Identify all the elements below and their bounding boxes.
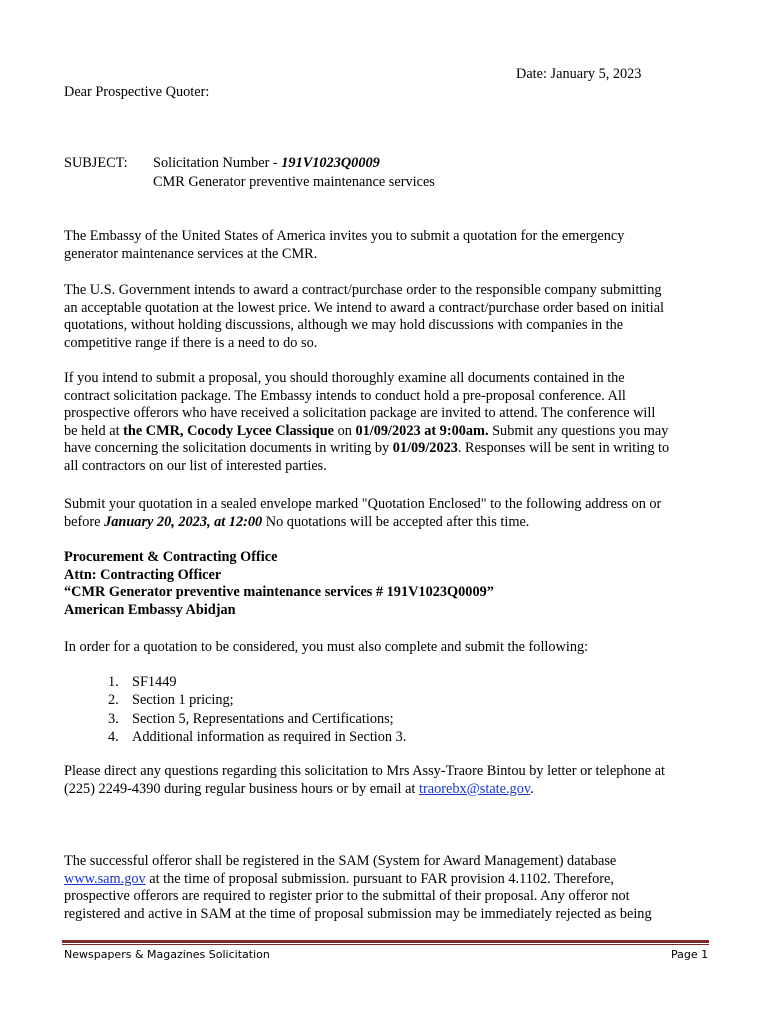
text-line: prospective offerors are required to register prior to the submittal of their proposal. Any offeror not	[64, 888, 630, 905]
footer-rule-thick	[62, 940, 709, 943]
paragraph-award-intent	[64, 282, 714, 352]
page-number: Page 1	[671, 948, 709, 961]
text-fragment: at the time of proposal submission. pursuant to FAR provision 4.1102. Therefore,	[145, 870, 614, 887]
text-line	[64, 781, 714, 799]
text-line: Please direct any questions regarding this solicitation to Mrs Assy-Traore Bintou by letter or telephone at	[64, 763, 666, 779]
address-block	[64, 549, 714, 619]
text-line: The U.S. Government intends to award a contract/purchase order to the responsible company submitting	[64, 282, 662, 298]
text-line: an acceptable quotation at the lowest price. We intend to award a contract/purchase order based on initial	[64, 299, 665, 316]
solicitation-number: 191V1023Q0009	[281, 155, 380, 171]
list-text: Section 1 pricing;	[132, 692, 234, 709]
text-line: registered and active in SAM at the time of proposal submission may be immediately rejected as being	[64, 905, 652, 922]
address-line: Attn: Contracting Officer	[64, 566, 222, 583]
submission-deadline: January 20, 2023, at 12:00	[104, 513, 263, 530]
questions-deadline: 01/09/2023	[392, 440, 458, 457]
conference-datetime: 01/09/2023 at 9:00am.	[355, 422, 489, 439]
text-fragment: . Responses will be sent in writing to	[457, 440, 670, 457]
text-line: Submit your quotation in a sealed envelope marked "Quotation Enclosed" to the following address on or	[64, 496, 662, 512]
text-line	[64, 423, 714, 441]
paragraph-contact	[64, 763, 714, 798]
footer-rule-thin	[62, 944, 709, 945]
sam-website-link[interactable]: www.sam.gov	[64, 870, 146, 887]
text-fragment: on	[334, 422, 356, 439]
list-number: 4.	[108, 729, 119, 746]
list-item	[108, 710, 406, 728]
conference-location: the CMR, Cocody Lycee Classique	[123, 422, 335, 439]
text-fragment: before	[64, 513, 105, 530]
solicitation-line	[153, 155, 380, 173]
subject-label: SUBJECT:	[64, 155, 128, 171]
list-item	[108, 691, 406, 709]
text-fragment: Submit any questions you may	[488, 422, 669, 439]
list-number: 3.	[108, 710, 119, 727]
list-text: SF1449	[132, 674, 177, 690]
text-line: The successful offeror shall be registered in the SAM (System for Award Management) database	[64, 853, 617, 869]
text-line	[64, 440, 714, 458]
text-line	[64, 514, 714, 532]
text-line: contract solicitation package. The Embassy intends to conduct hold a pre-proposal conference. All	[64, 387, 626, 404]
text-line: The Embassy of the United States of America invites you to submit a quotation for the emergency	[64, 228, 625, 244]
text-line: generator maintenance services at the CMR.	[64, 245, 318, 262]
text-line: quotations, without holding discussions, although we may hold discussions with companies in the	[64, 317, 624, 334]
list-number: 1.	[108, 674, 119, 690]
list-item	[108, 728, 406, 746]
text-line: If you intend to submit a proposal, you should thoroughly examine all documents contained in the	[64, 370, 625, 386]
text-line: competitive range if there is a need to do so.	[64, 334, 318, 351]
text-fragment: No quotations will be accepted after this time.	[262, 513, 530, 530]
list-item	[108, 673, 406, 691]
text-fragment: (225) 2249-4390 during regular business hours or by email at	[64, 780, 419, 797]
requirements-list	[108, 673, 406, 747]
list-text: Section 5, Representations and Certifications;	[132, 710, 394, 727]
date-line: Date: January 5, 2023	[516, 66, 642, 82]
address-line: Procurement & Contracting Office	[64, 549, 278, 565]
paragraph-conference	[64, 370, 714, 476]
text-line	[64, 871, 714, 889]
text-fragment: have concerning the solicitation documents in writing by	[64, 440, 393, 457]
text-fragment: .	[530, 780, 534, 797]
paragraph-invitation	[64, 228, 714, 263]
paragraph-sam-registration	[64, 853, 714, 923]
solicitation-prefix: Solicitation Number -	[153, 155, 282, 171]
text-line: all contractors on our list of interested parties.	[64, 457, 327, 474]
text-fragment: be held at	[64, 422, 124, 439]
list-number: 2.	[108, 692, 119, 709]
footer-title: Newspapers & Magazines Solicitation	[64, 948, 270, 961]
address-line: American Embassy Abidjan	[64, 601, 236, 618]
contact-email-link[interactable]: traorebx@state.gov	[418, 780, 531, 797]
list-text: Additional information as required in Section 3.	[132, 729, 407, 746]
paragraph-submission	[64, 496, 714, 531]
requirements-intro: In order for a quotation to be considered, you must also complete and submit the following:	[64, 639, 589, 655]
text-line: prospective offerors who have received a solicitation package are invited to attend. The conference will	[64, 405, 656, 422]
salutation: Dear Prospective Quoter:	[64, 84, 210, 100]
subject-title: CMR Generator preventive maintenance services	[153, 174, 435, 190]
address-line: “CMR Generator preventive maintenance services # 191V1023Q0009”	[64, 584, 494, 601]
